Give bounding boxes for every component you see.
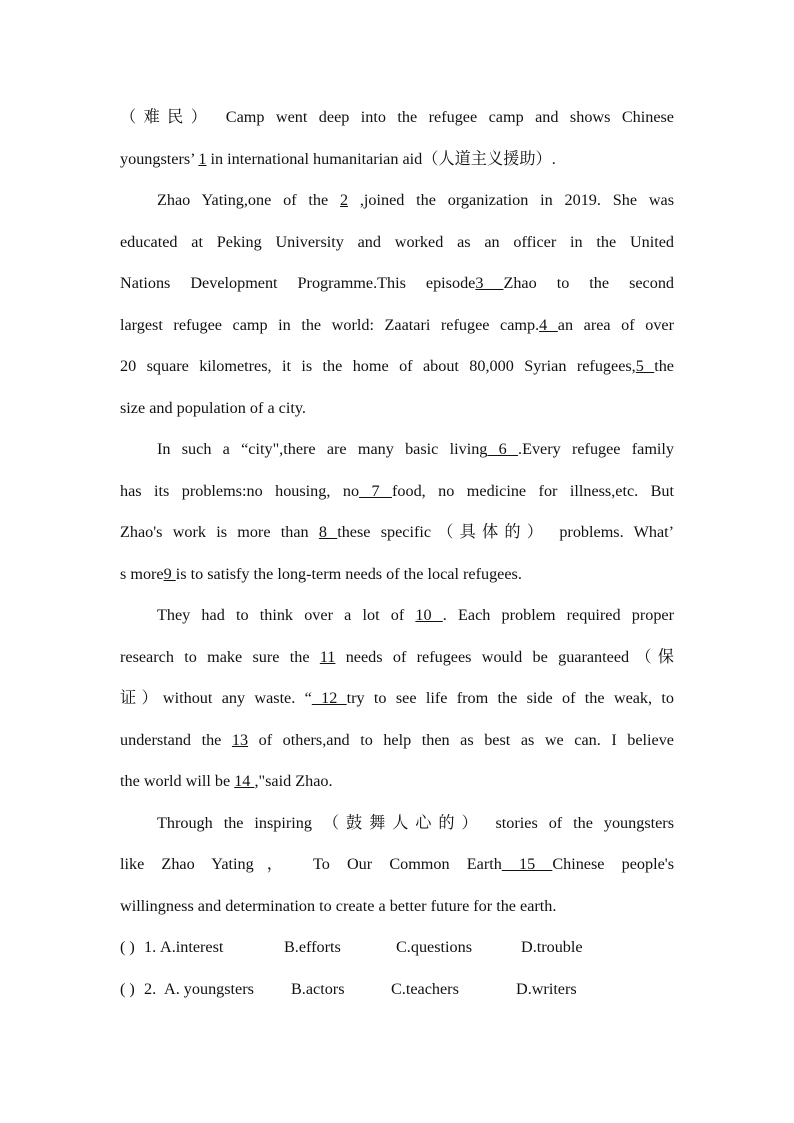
blank-12: 12 <box>311 689 347 707</box>
p5-line2: like Zhao Yating， To Our Common Earth 15 Chinese people's <box>120 855 675 873</box>
option-d: D.writers <box>516 979 577 998</box>
question-row-2 <box>120 969 674 1011</box>
option-c: C.questions <box>396 938 472 956</box>
question-number: 1. <box>144 938 157 956</box>
option-b: B.efforts <box>284 938 341 956</box>
p5-line3: willingness and determination to create a better future for the earth. <box>120 896 557 915</box>
blank-10: 10 <box>415 606 443 624</box>
blank-8: 8 <box>318 523 338 541</box>
p3-line2: has its problems:no housing, no 7 food, no medicine for illness,etc. But <box>120 481 675 500</box>
blank-5: 5 <box>635 357 655 375</box>
p2-line5: 20 square kilometres, it is the home of about 80,000 Syrian refugees,5 the <box>120 357 674 375</box>
p3-line3: Zhao's work is more than 8 these specific（具体的） problems. What’ <box>120 523 675 541</box>
p3-line4: s more9 is to satisfy the long-term needs of the local refugees. <box>120 564 522 583</box>
blank-13: 13 <box>231 730 249 749</box>
blank-7: 7 <box>359 481 393 500</box>
answer-paren: ( ) <box>120 979 135 998</box>
p4-line1: They had to think over a lot of 10 . Each problem required proper <box>157 606 674 624</box>
blank-2: 2 <box>339 191 349 209</box>
document-page <box>120 97 674 1010</box>
p1-line2: youngsters’ 1 in international humanitarian aid（人道主义援助）. <box>120 149 556 168</box>
blank-3: 3 <box>475 274 504 292</box>
p4-line4: understand the 13 of others,and to help then as best as we can. I believe <box>120 730 674 749</box>
p4-line5: the world will be 14 ,"said Zhao. <box>120 772 333 790</box>
blank-11: 11 <box>319 647 336 666</box>
p2-line4: largest refugee camp in the world: Zaatari refugee camp.4 an area of over <box>120 315 674 334</box>
option-a: A. youngsters <box>164 979 254 998</box>
blank-15: 15 <box>501 855 553 873</box>
p4-line2: research to make sure the 11 needs of refugees would be guaranteed（保 <box>120 647 674 666</box>
blank-4: 4 <box>539 315 558 334</box>
option-a: A.interest <box>160 938 224 956</box>
blank-9: 9 <box>163 564 176 583</box>
p1-line1: （难民） Camp went deep into the refugee camp and shows Chinese <box>120 108 674 126</box>
option-d: D.trouble <box>521 938 583 956</box>
p3-line1: In such a “city",there are many basic living 6 .Every refugee family <box>157 440 675 458</box>
p2-line6: size and population of a city. <box>120 398 306 417</box>
p2-line1: Zhao Yating,one of the 2 ,joined the organization in 2019. She was <box>157 191 674 209</box>
p2-line2: educated at Peking University and worked as an officer in the United <box>120 232 674 251</box>
p2-line3: Nations Development Programme.This episode3 Zhao to the second <box>120 274 675 292</box>
option-c: C.teachers <box>391 979 459 998</box>
p4-line3: 证）without any waste. “ 12 try to see life from the side of the weak, to <box>120 689 674 707</box>
option-b: B.actors <box>291 979 345 998</box>
blank-1: 1 <box>198 149 207 168</box>
p5-line1: Through the inspiring （鼓舞人心的） stories of the youngsters <box>157 813 674 832</box>
blank-6: 6 <box>487 440 519 458</box>
question-number: 2. <box>144 979 157 998</box>
blank-14: 14 <box>234 772 255 790</box>
answer-paren: ( ) <box>120 938 135 956</box>
question-row-1 <box>120 927 674 969</box>
